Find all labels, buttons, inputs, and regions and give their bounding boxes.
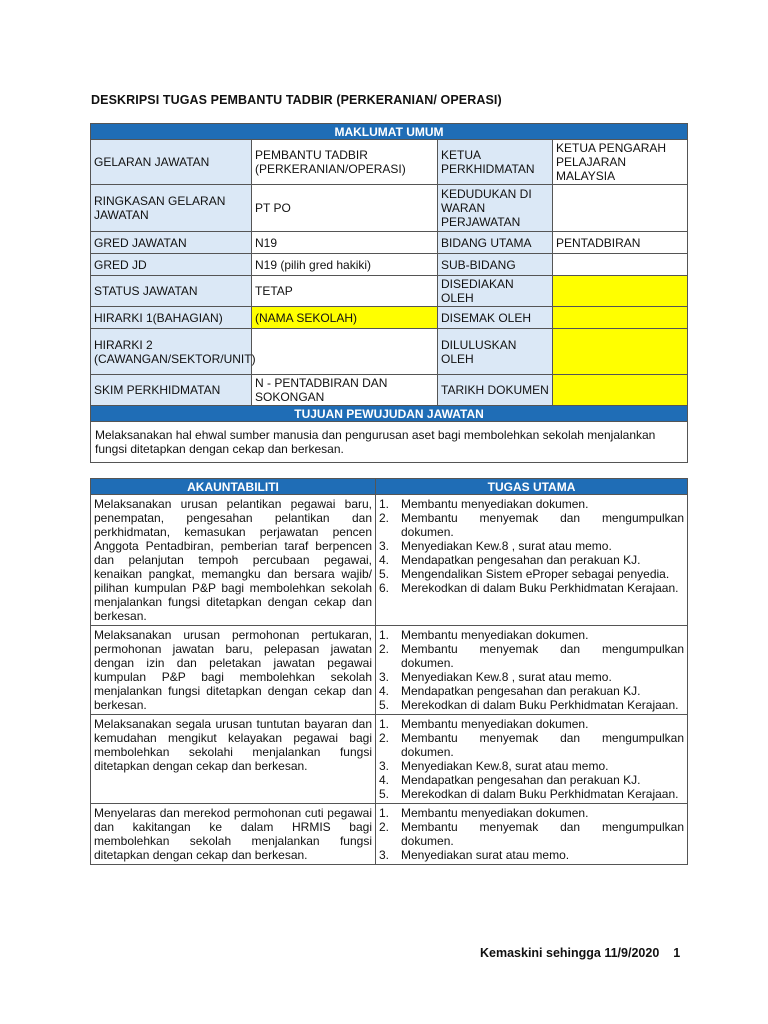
general-info-row bbox=[91, 185, 688, 232]
duty-item bbox=[379, 759, 684, 773]
accountability-row bbox=[91, 495, 688, 626]
field-label: HIRARKI 1(BAHAGIAN) bbox=[91, 307, 252, 329]
field-value: KETUA PENGARAH PELAJARAN MALAYSIA bbox=[553, 140, 688, 185]
general-info-row bbox=[91, 307, 688, 329]
duty-number: 1. bbox=[379, 497, 390, 511]
duty-text: Membantu menyemak dan mengumpulkan dokumen. bbox=[401, 731, 684, 759]
duties-list bbox=[379, 497, 684, 595]
field-label: DISEDIAKAN OLEH bbox=[438, 276, 553, 307]
field-value bbox=[553, 329, 688, 375]
field-label: STATUS JAWATAN bbox=[91, 276, 252, 307]
page-number: 1 bbox=[673, 946, 681, 960]
duties-list bbox=[379, 717, 684, 801]
field-value bbox=[553, 375, 688, 406]
duty-item bbox=[379, 717, 684, 731]
duty-number: 2. bbox=[379, 820, 390, 834]
purpose-header: TUJUAN PEWUJUDAN JAWATAN bbox=[91, 406, 688, 422]
field-label: GRED JAWATAN bbox=[91, 232, 252, 254]
field-label: RINGKASAN GELARAN JAWATAN bbox=[91, 185, 252, 232]
duty-text: Menyediakan surat atau memo. bbox=[401, 848, 570, 862]
general-info-header: MAKLUMAT UMUM bbox=[91, 124, 688, 140]
duty-item bbox=[379, 581, 684, 595]
field-value: N - PENTADBIRAN DAN SOKONGAN bbox=[252, 375, 438, 406]
duty-item bbox=[379, 684, 684, 698]
duty-number: 3. bbox=[379, 539, 390, 553]
duties-cell bbox=[376, 626, 688, 715]
duty-number: 6. bbox=[379, 581, 390, 595]
duty-text: Membantu menyediakan dokumen. bbox=[401, 497, 589, 511]
duty-number: 4. bbox=[379, 684, 390, 698]
accountability-text: Melaksanakan urusan pelantikan pegawai baru, penempatan, pengesahan pelantikan dan perkhidmatan, kemasukan perjawatan pencen Anggota Pentadbiran, pemberian taraf berpencen dan pelanjutan tempoh percubaan pegawai, kenaikan pangkat, memangku dan bersara wajib/ pilihan kumpulan P&P bagi membolehkan sekolah menjalankan fungsi ditetapkan dengan cekap dan berkesan. bbox=[91, 495, 376, 626]
field-label: DILULUSKAN OLEH bbox=[438, 329, 553, 375]
accountability-row bbox=[91, 626, 688, 715]
field-label: GELARAN JAWATAN bbox=[91, 140, 252, 185]
duty-number: 4. bbox=[379, 553, 390, 567]
accountability-text: Melaksanakan segala urusan tuntutan bayaran dan kemudahan mengikut kelayakan pegawai bagi membolehkan sekolahi menjalankan fungsi ditetapkan dengan cekap dan berkesan. bbox=[91, 715, 376, 804]
accountability-table bbox=[90, 478, 688, 865]
field-value: PT PO bbox=[252, 185, 438, 232]
accountability-header: AKAUNTABILITI bbox=[91, 479, 376, 495]
accountability-text: Melaksanakan urusan permohonan pertukaran, permohonan jawatan baru, pelepasan jawatan dengan izin dan peletakan jawatan pegawai kumpulan P&P bagi membolehkan sekolah menjalankan fungsi ditetapkan dengan cekap dan berkesan. bbox=[91, 626, 376, 715]
page-footer bbox=[480, 946, 680, 960]
duty-number: 2. bbox=[379, 731, 390, 745]
duty-number: 2. bbox=[379, 511, 390, 525]
duties-list bbox=[379, 628, 684, 712]
purpose-text: Melaksanakan hal ehwal sumber manusia dan pengurusan aset bagi membolehkan sekolah menjalankan fungsi ditetapkan dengan cekap dan berkesan. bbox=[91, 422, 688, 463]
duty-text: Merekodkan di dalam Buku Perkhidmatan Kerajaan. bbox=[401, 698, 679, 712]
duty-text: Membantu menyemak dan mengumpulkan dokumen. bbox=[401, 820, 684, 848]
duty-text: Menyediakan Kew.8 , surat atau memo. bbox=[401, 539, 612, 553]
field-value bbox=[553, 254, 688, 276]
general-info-row bbox=[91, 276, 688, 307]
field-label: HIRARKI 2 (CAWANGAN/SEKTOR/UNIT) bbox=[91, 329, 252, 375]
duty-item bbox=[379, 806, 684, 820]
document-title: DESKRIPSI TUGAS PEMBANTU TADBIR (PERKERANIAN/ OPERASI) bbox=[91, 93, 502, 107]
duty-number: 3. bbox=[379, 848, 390, 862]
duty-text: Mendapatkan pengesahan dan perakuan KJ. bbox=[401, 773, 641, 787]
accountability-text: Menyelaras dan merekod permohonan cuti pegawai dan kakitangan ke dalam HRMIS bagi membolehkan sekolah menjalankan fungsi ditetapkan dengan cekap dan berkesan. bbox=[91, 804, 376, 865]
field-label: GRED JD bbox=[91, 254, 252, 276]
purpose-row bbox=[91, 422, 688, 463]
duty-text: Merekodkan di dalam Buku Perkhidmatan Kerajaan. bbox=[401, 581, 679, 595]
duty-text: Membantu menyemak dan mengumpulkan dokumen. bbox=[401, 511, 684, 539]
general-info-row bbox=[91, 375, 688, 406]
main-duties-header: TUGAS UTAMA bbox=[376, 479, 688, 495]
duty-number: 4. bbox=[379, 773, 390, 787]
duty-text: Membantu menyediakan dokumen. bbox=[401, 628, 589, 642]
duty-number: 5. bbox=[379, 787, 390, 801]
duty-item bbox=[379, 787, 684, 801]
duty-number: 3. bbox=[379, 670, 390, 684]
field-value: TETAP bbox=[252, 276, 438, 307]
field-label: KETUA PERKHIDMATAN bbox=[438, 140, 553, 185]
field-value: N19 bbox=[252, 232, 438, 254]
field-value: N19 (pilih gred hakiki) bbox=[252, 254, 438, 276]
duty-number: 2. bbox=[379, 642, 390, 656]
field-label: SUB-BIDANG bbox=[438, 254, 553, 276]
duty-number: 1. bbox=[379, 717, 390, 731]
field-value bbox=[252, 329, 438, 375]
duty-item bbox=[379, 848, 684, 862]
duty-item bbox=[379, 497, 684, 511]
field-value bbox=[553, 276, 688, 307]
field-label: DISEMAK OLEH bbox=[438, 307, 553, 329]
field-value: PENTADBIRAN bbox=[553, 232, 688, 254]
job-description-table bbox=[90, 123, 688, 463]
field-value bbox=[553, 307, 688, 329]
accountability-row bbox=[91, 715, 688, 804]
duty-item bbox=[379, 553, 684, 567]
duty-item bbox=[379, 642, 684, 670]
duty-item bbox=[379, 539, 684, 553]
accountability-section bbox=[91, 479, 688, 865]
duty-text: Membantu menyemak dan mengumpulkan dokumen. bbox=[401, 642, 684, 670]
duty-number: 3. bbox=[379, 759, 390, 773]
duty-text: Mengendalikan Sistem eProper sebagai penyedia. bbox=[401, 567, 670, 581]
duty-number: 5. bbox=[379, 698, 390, 712]
duty-item bbox=[379, 670, 684, 684]
duty-item bbox=[379, 511, 684, 539]
accountability-row bbox=[91, 804, 688, 865]
duty-text: Mendapatkan pengesahan dan perakuan KJ. bbox=[401, 553, 641, 567]
field-label: BIDANG UTAMA bbox=[438, 232, 553, 254]
duty-item bbox=[379, 698, 684, 712]
duty-number: 1. bbox=[379, 806, 390, 820]
duty-item bbox=[379, 731, 684, 759]
duties-cell bbox=[376, 495, 688, 626]
field-value bbox=[553, 185, 688, 232]
field-label: SKIM PERKHIDMATAN bbox=[91, 375, 252, 406]
general-info-row bbox=[91, 254, 688, 276]
purpose-section bbox=[91, 406, 688, 463]
duty-text: Menyediakan Kew.8 , surat atau memo. bbox=[401, 670, 612, 684]
general-info-row bbox=[91, 329, 688, 375]
duty-text: Mendapatkan pengesahan dan perakuan KJ. bbox=[401, 684, 641, 698]
duty-item bbox=[379, 773, 684, 787]
duty-item bbox=[379, 820, 684, 848]
footer-updated-text: Kemaskini sehingga 11/9/2020 bbox=[480, 946, 660, 960]
field-value: (NAMA SEKOLAH) bbox=[252, 307, 438, 329]
field-label: KEDUDUKAN DI WARAN PERJAWATAN bbox=[438, 185, 553, 232]
accountability-header-row bbox=[91, 479, 688, 495]
general-info-section bbox=[91, 124, 688, 406]
duties-list bbox=[379, 806, 684, 862]
duty-text: Menyediakan Kew.8, surat atau memo. bbox=[401, 759, 609, 773]
duties-cell bbox=[376, 804, 688, 865]
general-info-row bbox=[91, 232, 688, 254]
duties-cell bbox=[376, 715, 688, 804]
field-label: TARIKH DOKUMEN bbox=[438, 375, 553, 406]
duty-item bbox=[379, 628, 684, 642]
general-info-row bbox=[91, 140, 688, 185]
duty-number: 1. bbox=[379, 628, 390, 642]
purpose-header-row bbox=[91, 406, 688, 422]
field-value: PEMBANTU TADBIR (PERKERANIAN/OPERASI) bbox=[252, 140, 438, 185]
duty-text: Membantu menyediakan dokumen. bbox=[401, 717, 589, 731]
duty-text: Membantu menyediakan dokumen. bbox=[401, 806, 589, 820]
general-info-header-row bbox=[91, 124, 688, 140]
duty-item bbox=[379, 567, 684, 581]
duty-number: 5. bbox=[379, 567, 390, 581]
duty-text: Merekodkan di dalam Buku Perkhidmatan Kerajaan. bbox=[401, 787, 679, 801]
